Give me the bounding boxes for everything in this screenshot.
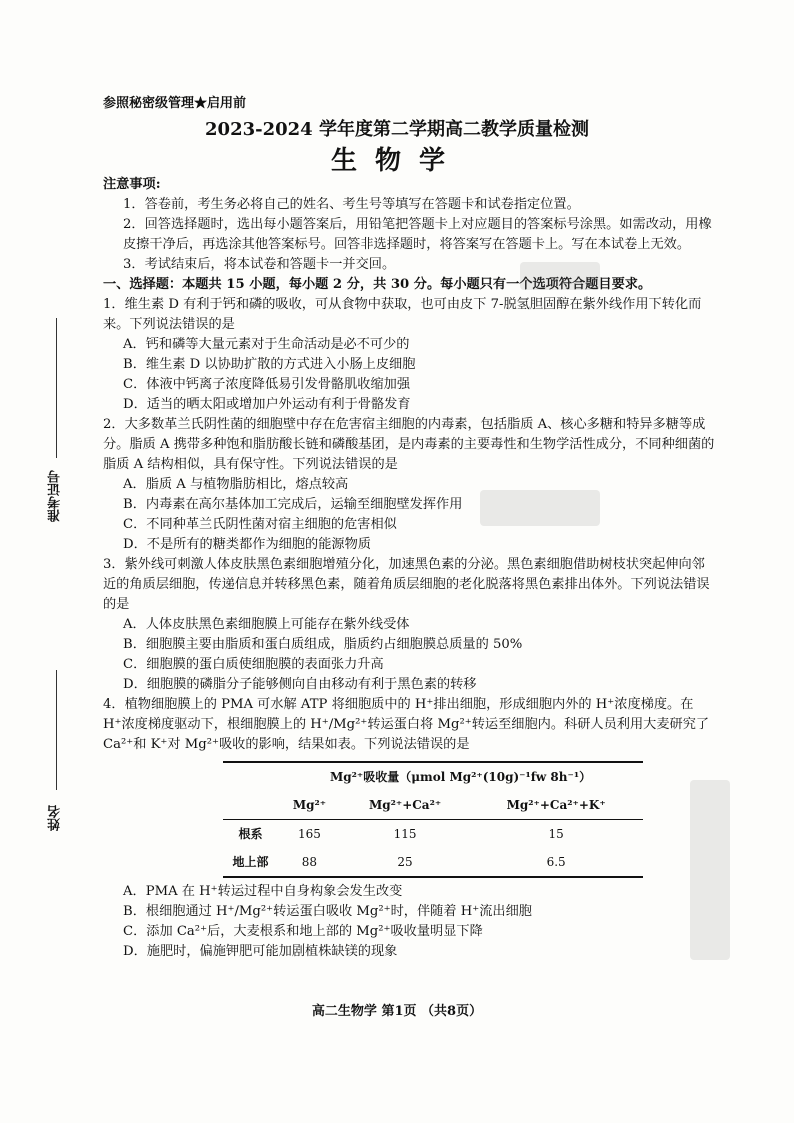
question-option: D．适当的晒太阳或增加户外运动有利于骨骼发育 bbox=[123, 397, 411, 412]
question-option: D．施肥时，偏施钾肥可能加剧植株缺镁的现象 bbox=[123, 944, 398, 959]
question-stem: 2．大多数革兰氏阴性菌的细胞壁中存在危害宿主细胞的内毒素，包括脂质 A、核心多糖和特异多糖等成分。脂质 A 携带多种饱和脂肪酸长链和磷酸基团，是内毒素的主要毒性和生物学活性成分，不同种细菌的脂质 A 结构相似，具有保守性。下列说法错误的是 bbox=[103, 417, 715, 472]
table-caption: Mg²⁺吸收量（μmol Mg²⁺(10g)⁻¹fw 8h⁻¹） bbox=[329, 770, 592, 784]
table-row-label: 地上部 bbox=[232, 855, 269, 869]
table-corner bbox=[223, 762, 278, 791]
name-line bbox=[56, 670, 57, 790]
question-option: B．根细胞通过 H⁺/Mg²⁺转运蛋白吸收 Mg²⁺时，伴随着 H⁺流出细胞 bbox=[123, 904, 532, 919]
question-option: B．细胞膜主要由脂质和蛋白质组成，脂质约占细胞膜总质量的 50% bbox=[123, 637, 523, 652]
question-option: A．PMA 在 H⁺转运过程中自身构象会发生改变 bbox=[123, 884, 403, 899]
notes-heading: 注意事项: bbox=[103, 177, 161, 192]
question-option: C．体液中钙离子浓度降低易引发骨骼肌收缩加强 bbox=[123, 377, 411, 392]
page-footer: 高二生物学 第1页 （共8页） bbox=[311, 1004, 483, 1019]
table-cell: 115 bbox=[393, 827, 417, 841]
exam-content bbox=[103, 175, 715, 962]
exam-no-line bbox=[56, 318, 57, 458]
scan-smudge bbox=[690, 780, 730, 960]
question-option: D．不是所有的糖类都作为细胞的能源物质 bbox=[123, 537, 371, 552]
question-option: B．内毒素在高尔基体加工完成后，运输至细胞壁发挥作用 bbox=[123, 497, 463, 512]
note-item: 2．回答选择题时，选出每小题答案后，用铅笔把答题卡上对应题目的答案标号涂黑。如需改动，用橡皮擦干净后，再选涂其他答案标号。回答非选择题时，将答案写在答题卡上。写在本试卷上无效。 bbox=[123, 217, 712, 252]
table-row-label: 根系 bbox=[238, 827, 263, 841]
table-cell: 25 bbox=[397, 855, 413, 869]
table-column-header: Mg²⁺+Ca²⁺ bbox=[368, 798, 442, 812]
table-corner bbox=[223, 791, 278, 820]
scan-smudge bbox=[480, 490, 600, 526]
mg-absorption-table bbox=[223, 761, 643, 878]
secret-level: 参照秘密级管理★启用前 bbox=[103, 96, 247, 111]
subject-title: 生物学 bbox=[330, 146, 463, 176]
table-cell: 165 bbox=[297, 827, 321, 841]
question-option: C．添加 Ca²⁺后，大麦根系和地上部的 Mg²⁺吸收量明显下降 bbox=[123, 924, 483, 939]
table-cell: 15 bbox=[548, 827, 564, 841]
table-column-header: Mg²⁺+Ca²⁺+K⁺ bbox=[506, 798, 606, 812]
question-option: A．脂质 A 与植物脂肪相比，熔点较高 bbox=[123, 477, 349, 492]
question-option: C．细胞膜的蛋白质使细胞膜的表面张力升高 bbox=[123, 657, 384, 672]
section-heading: 一、选择题：本题共 15 小题，每小题 2 分，共 30 分。每小题只有一个选项符合题目要求。 bbox=[103, 277, 652, 292]
name-label: 姓名 bbox=[48, 805, 63, 831]
question-stem: 3．紫外线可刺激人体皮肤黑色素细胞增殖分化，加速黑色素的分泌。黑色素细胞借助树枝状突起伸向邻近的角质层细胞，传递信息并转移黑色素，随着角质层细胞的老化脱落将黑色素排出体外。下列说法错误的是 bbox=[103, 557, 710, 612]
exam-no-label: 准考证号 bbox=[48, 470, 63, 522]
exam-title: 2023-2024 学年度第二学期高二教学质量检测 bbox=[205, 119, 589, 140]
scan-smudge bbox=[520, 262, 600, 290]
question-option: C．不同种革兰氏阴性菌对宿主细胞的危害相似 bbox=[123, 517, 397, 532]
question-stem: 4．植物细胞膜上的 PMA 可水解 ATP 将细胞质中的 H⁺排出细胞，形成细胞内外的 H⁺浓度梯度。在 H⁺浓度梯度驱动下，根细胞膜上的 H⁺/Mg²⁺转运蛋白将 Mg²⁺转运至细胞内。科研人员利用大麦研究了 Ca²⁺和 K⁺对 Mg²⁺吸收的影响，结果如表。下列说法错误的是 bbox=[103, 697, 710, 752]
note-item: 3．考试结束后，将本试卷和答题卡一并交回。 bbox=[123, 257, 396, 272]
question-option: D．细胞膜的磷脂分子能够侧向自由移动有利于黑色素的转移 bbox=[123, 677, 477, 692]
question-option: B．维生素 D 以协助扩散的方式进入小肠上皮细胞 bbox=[123, 357, 416, 372]
table-cell: 6.5 bbox=[546, 855, 566, 869]
question-option: A．钙和磷等大量元素对于生命活动是必不可少的 bbox=[123, 337, 410, 352]
table-column-header: Mg²⁺ bbox=[292, 798, 327, 812]
note-item: 1．答卷前，考生务必将自己的姓名、考生号等填写在答题卡和试卷指定位置。 bbox=[123, 197, 580, 212]
question-option: A．人体皮肤黑色素细胞膜上可能存在紫外线受体 bbox=[123, 617, 410, 632]
table-cell: 88 bbox=[301, 855, 318, 869]
question-stem: 1．维生素 D 有利于钙和磷的吸收，可从食物中获取，也可由皮下 7-脱氢胆固醇在紫外线作用下转化而来。下列说法错误的是 bbox=[103, 297, 702, 332]
